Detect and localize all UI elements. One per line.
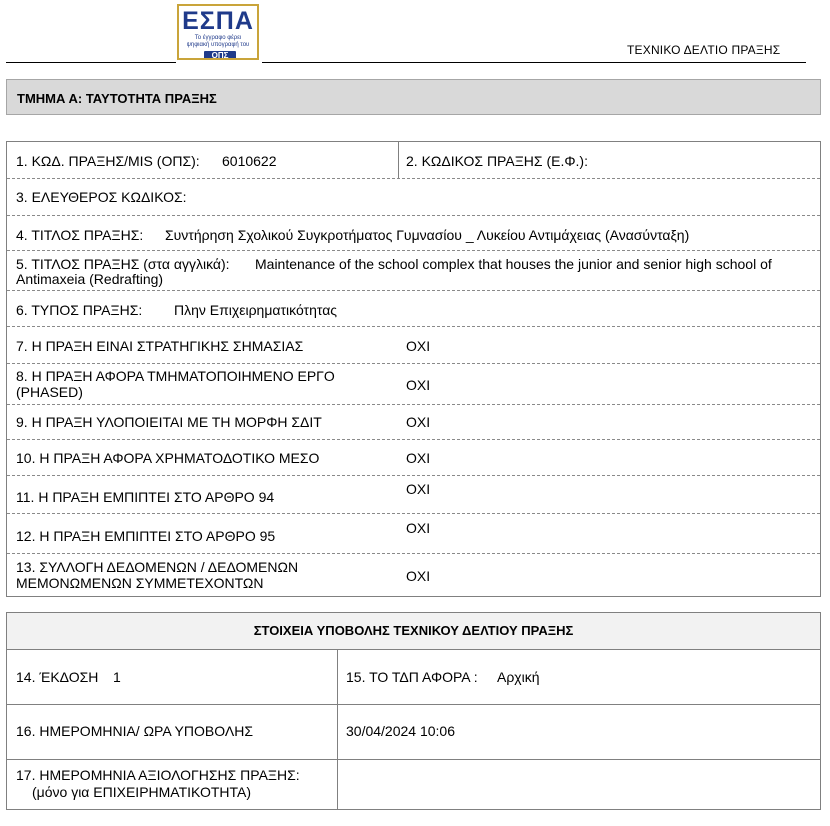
data-collection-value: ΟΧΙ [406,568,431,584]
evaluation-date-label-1: 17. ΗΜΕΡΟΜΗΝΙΑ ΑΞΙΟΛΟΓΗΣΗΣ ΠΡΑΞΗΣ: [16,767,300,783]
financial-instrument-value: ΟΧΙ [406,450,431,466]
logo-ops-badge: ΟΠΣ [204,51,236,60]
project-title-value: Συντήρηση Σχολικού Συγκροτήματος Γυμνασίου _ Λυκείου Αντιμάχειας (Ανασύνταξη) [165,227,690,243]
logo-line-2: ψηφιακή υπογραφή του [186,42,250,48]
phased-value: ΟΧΙ [406,377,431,393]
article-95-value: ΟΧΙ [406,520,431,536]
project-type-label: 6. ΤΥΠΟΣ ΠΡΑΞΗΣ: [16,302,143,318]
edition-value: 1 [113,669,121,685]
row-divider [337,650,338,704]
article-95-label: 12. Η ΠΡΑΞΗ ΕΜΠΙΠΤΕΙ ΣΤΟ ΑΡΘΡΟ 95 [16,528,276,544]
tdp-concerns-value: Αρχική [497,669,540,685]
header-line-left [6,62,176,63]
table-row-16 [7,705,820,760]
row-divider [398,142,399,178]
section-a-table [6,141,821,597]
tdp-concerns-label: 15. ΤΟ ΤΔΠ ΑΦΟΡΑ : [346,669,478,685]
ppp-value: ΟΧΙ [406,414,431,430]
table-row-1 [7,142,820,179]
logo-title: ΕΣΠΑ [182,7,254,35]
table-row-5 [7,251,820,291]
data-collection-label-1: 13. ΣΥΛΛΟΓΗ ΔΕΔΟΜΕΝΩΝ / ΔΕΔΟΜΕΝΩΝ [16,559,299,575]
free-code-label: 3. ΕΛΕΥΘΕΡΟΣ ΚΩΔΙΚΟΣ: [16,189,187,205]
table-row-13 [7,554,820,596]
mis-code-label: 1. ΚΩΔ. ΠΡΑΞΗΣ/MIS (ΟΠΣ): [16,153,200,169]
strategic-value: ΟΧΙ [406,338,431,354]
row-divider [337,760,338,809]
strategic-label: 7. Η ΠΡΑΞΗ ΕΙΝΑΙ ΣΤΡΑΤΗΓΙΚΗΣ ΣΗΜΑΣΙΑΣ [16,338,304,354]
data-collection-label-2: ΜΕΜΟΝΩΜΕΝΩΝ ΣΥΜΜΕΤΕΧΟΝΤΩΝ [16,575,264,591]
table-row-11 [7,476,820,514]
section-b-title: ΣΤΟΙΧΕΙΑ ΥΠΟΒΟΛΗΣ ΤΕΧΝΙΚΟΥ ΔΕΛΤΙΟΥ ΠΡΑΞΗΣ [7,613,820,650]
project-title-en-value-2: Antimaxeia (Redrafting) [16,271,164,287]
logo-line-1: Το έγγραφο φέρει [194,35,242,41]
header-line-right [262,62,806,63]
espa-logo [177,4,259,60]
submission-date-value: 30/04/2024 10:06 [346,723,455,739]
article-94-value: ΟΧΙ [406,481,431,497]
submission-date-label: 16. ΗΜΕΡΟΜΗΝΙΑ/ ΩΡΑ ΥΠΟΒΟΛΗΣ [16,723,253,739]
article-94-label: 11. Η ΠΡΑΞΗ ΕΜΠΙΠΤΕΙ ΣΤΟ ΑΡΘΡΟ 94 [16,489,275,505]
ef-code-label: 2. ΚΩΔΙΚΟΣ ΠΡΑΞΗΣ (Ε.Φ.): [406,153,588,169]
section-b-table [6,612,821,810]
table-row-8 [7,364,820,405]
project-title-label: 4. ΤΙΤΛΟΣ ΠΡΑΞΗΣ: [16,227,144,243]
table-row-3 [7,179,820,216]
mis-code-value: 6010622 [222,153,277,169]
phased-label-2: (PHASED) [16,384,83,400]
table-row-17 [7,760,820,809]
project-title-en-label: 5. ΤΙΤΛΟΣ ΠΡΑΞΗΣ (στα αγγλικά): [16,256,230,272]
table-row-12 [7,514,820,554]
project-type-value: Πλην Επιχειρηματικότητας [174,302,338,318]
evaluation-date-label-2: (μόνο για ΕΠΙΧΕΙΡΗΜΑΤΙΚΟΤΗΤΑ) [32,784,252,800]
project-title-en-value-1: Maintenance of the school complex that houses the junior and senior high school of [255,256,772,272]
edition-label: 14. ΈΚΔΟΣΗ [16,669,99,685]
table-row-4 [7,216,820,251]
financial-instrument-label: 10. Η ΠΡΑΞΗ ΑΦΟΡΑ ΧΡΗΜΑΤΟΔΟΤΙΚΟ ΜΕΣΟ [16,450,320,466]
table-row-7 [7,327,820,364]
section-a-title: ΤΜΗΜΑ Α: ΤΑΥΤΟΤΗΤΑ ΠΡΑΞΗΣ [6,79,821,115]
table-row-6 [7,291,820,327]
document-title: ΤΕΧΝΙΚΟ ΔΕΛΤΙΟ ΠΡΑΞΗΣ [627,43,781,57]
table-row-9 [7,405,820,440]
row-divider [337,705,338,759]
phased-label-1: 8. Η ΠΡΑΞΗ ΑΦΟΡΑ ΤΜΗΜΑΤΟΠΟΙΗΜΕΝΟ ΕΡΓΟ [16,368,335,384]
ppp-label: 9. Η ΠΡΑΞΗ ΥΛΟΠΟΙΕΙΤΑΙ ΜΕ ΤΗ ΜΟΡΦΗ ΣΔΙΤ [16,414,322,430]
table-row-10 [7,440,820,476]
table-row-14 [7,650,820,705]
